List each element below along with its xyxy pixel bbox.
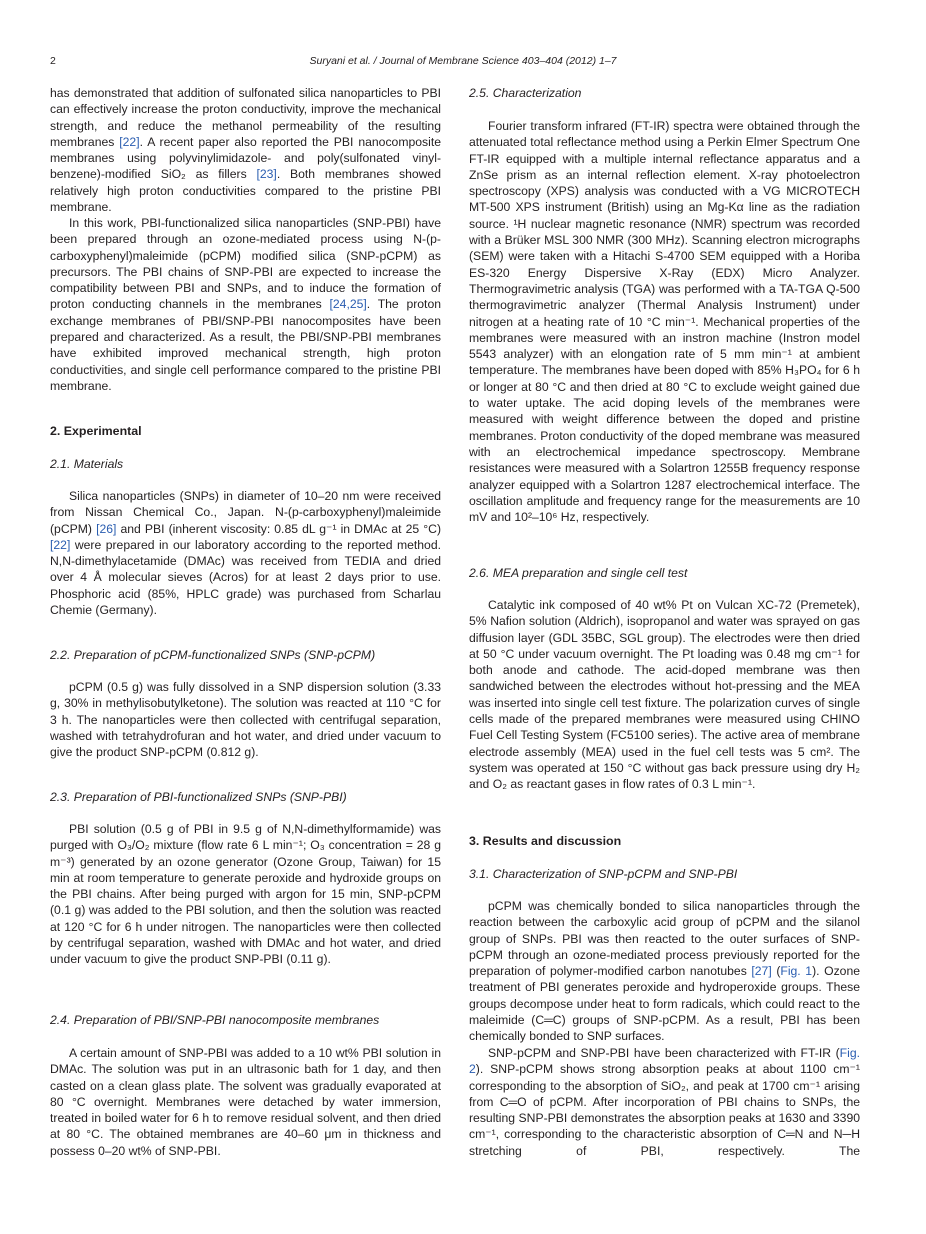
page-number: 2 bbox=[50, 55, 56, 67]
membranes-paragraph: A certain amount of SNP-PBI was added to a 10 wt% PBI solution in DMAc. The solution was put in an ultrasonic bath for 1 day, and then casted on a clean glass plate. The solvent was gradually evaporated at 80 °C overnight. Membranes were detached by water immersion, treated in boiled water for 6 h to remove residual solvent, and then dried at 80 °C. The obtained membranes are 40–60 μm in thickness and possess 0–20 wt% of SNP-PBI. bbox=[50, 1046, 441, 1158]
subsection-heading-snp-pcpm: 2.2. Preparation of pCPM-functionalized SNPs (SNP-pCPM) bbox=[50, 648, 376, 662]
subsection-heading-mea: 2.6. MEA preparation and single cell test bbox=[469, 566, 688, 580]
citation-link[interactable]: [27] bbox=[751, 964, 772, 979]
subsection-heading-characterization: 2.5. Characterization bbox=[469, 86, 582, 100]
results-paragraph-1: pCPM was chemically bonded to silica nanoparticles through the reaction between the carboxylic acid group of pCPM and the silanol group of SNPs. PBI was then reacted to the outer surfaces of SNP-pCPM through an ozone-mediated process previously reported for the preparation of polymer-modified carbon nanotubes [27] (Fig. 1). Ozone treatment of PBI generates peroxide and hydroperoxide groups. These groups decompose under heat to form radicals, which could react to the maleimide (C═C) groups of SNP-pCPM. As a result, PBI has been chemically bonded to SNP surfaces. bbox=[469, 899, 860, 1044]
figure-link[interactable]: Fig. 1 bbox=[780, 964, 813, 979]
subsection-heading-materials: 2.1. Materials bbox=[50, 457, 124, 471]
results-paragraph-2: SNP-pCPM and SNP-PBI have been characterized with FT-IR (Fig. 2). SNP-pCPM shows strong absorption peaks at about 1100 cm⁻¹ corresponding to the absorption of SiO₂, and peak at 1700 cm⁻¹ arising from C═O of pCPM. After incorporation of PBI chains to SNPs, the resulting SNP-PBI demonstrates the absorption peaks at 1630 and 3390 cm⁻¹, corresponding to the characteristic absorption of C═N and N─H stretching of PBI, respectively. The bbox=[469, 1046, 860, 1158]
citation-link[interactable]: [24,25] bbox=[329, 297, 367, 312]
running-head: Suryani et al. / Journal of Membrane Science 403–404 (2012) 1–7 bbox=[309, 55, 617, 67]
citation-link[interactable]: [23] bbox=[256, 167, 277, 182]
subsection-heading-snp-pbi: 2.3. Preparation of PBI-functionalized SNPs (SNP-PBI) bbox=[50, 790, 347, 804]
figure-link[interactable]: Fig. 2 bbox=[469, 1046, 860, 1077]
section-heading-experimental: 2. Experimental bbox=[50, 424, 142, 438]
intro-paragraph: In this work, PBI-functionalized silica nanoparticles (SNP-PBI) have been prepared through an ozone-mediated process using N-(p-carboxyphenyl)maleimide (pCPM) modified silica (SNP-pCPM) as precursors. The PBI chains of SNP-PBI are expected to increase the compatibility between PBI and SNPs, and to induce the formation of proton conducting channels in the membranes [24,25]. The proton exchange membranes of PBI/SNP-PBI nanocomposites have been prepared and characterized. As a result, the PBI/SNP-PBI membranes have exhibited improved mechanical strength, high proton conductivities, and single cell performance compared to the pristine PBI membrane. bbox=[50, 216, 441, 393]
citation-link[interactable]: [22] bbox=[50, 537, 71, 552]
mea-paragraph: Catalytic ink composed of 40 wt% Pt on Vulcan XC-72 (Premetek), 5% Nafion solution (Aldrich), isopropanol and water was sprayed on gas diffusion layer (GDL 35BC, SGL group). The electrodes were then dried at 50 °C under vacuum overnight. The Pt loading was 0.48 mg cm⁻¹ for both anode and cathode. The acid-doped membrane was then sandwiched between the electrodes without hot-pressing and the MEA was inserted into single cell test fixture. The polarization curves of single cells made of the prepared membranes were measured using CHINO Fuel Cell Testing System (FC5100 series). The active area of membrane electrode assembly (MEA) used in the fuel cell tests was 5 cm². The system was operated at 150 °C without gas back pressure using dry H₂ and O₂ as reactant gases in flow rates of 0.3 L min⁻¹. bbox=[469, 598, 860, 792]
citation-link[interactable]: [26] bbox=[96, 521, 117, 536]
subsection-heading-characterization-snp: 3.1. Characterization of SNP-pCPM and SNP-PBI bbox=[469, 867, 738, 881]
snp-pbi-paragraph: PBI solution (0.5 g of PBI in 9.5 g of N,N-dimethylformamide) was purged with O₃/O₂ mixture (flow rate 6 L min⁻¹; O₃ concentration = 28 g m⁻³) generated by an ozone generator (Ozone Group, Taiwan) for 15 min at room temperature to generate peroxide and hydroxide groups on the PBI chains. After being purged with argon for 15 min, SNP-pCPM (0.1 g) was added to the PBI solution, and then the solution was reacted at 120 °C for 6 h under nitrogen. The nanoparticles were then collected by centrifugal separation, washed with DMAc and hot water, and dried under vacuum to give the product SNP-PBI (0.11 g). bbox=[50, 822, 441, 967]
citation-link[interactable]: [22] bbox=[119, 134, 140, 149]
materials-paragraph: Silica nanoparticles (SNPs) in diameter of 10–20 nm were received from Nissan Chemical Co., Japan. N-(p-carboxyphenyl)maleimide (pCPM) [26] and PBI (inherent viscosity: 0.85 dL g⁻¹ in DMAc at 25 °C) [22] were prepared in our laboratory according to the reported method. N,N-dimethylacetamide (DMAc) was received from TEDIA and dried over 4 Å molecular sieves (Acros) for at least 2 days prior to use. Phosphoric acid (85%, HPLC grade) was purchased from Scharlau Chemie (Germany). bbox=[50, 489, 441, 618]
characterization-paragraph: Fourier transform infrared (FT-IR) spectra were obtained through the attenuated total reflectance method using a Perkin Elmer Spectrum One FT-IR equipped with a multiple internal reflectance apparatus and a ZnSe prism as an internal reflection element. X-ray photoelectron spectroscopy (XPS) analysis was conducted with a VG MICROTECH MT-500 XPS instrument (British) using an Mg-Kα line as the radiation source. ¹H nuclear magnetic resonance (NMR) spectrum was recorded with a Brüker MSL 300 NMR (300 MHz). Scanning electron micrographs (SEM) were taken with a Hitachi S-4700 SEM equipped with a Horiba ES-320 Energy Dispersive X-Ray (EDX) Micro Analyzer. Thermogravimetric analysis (TGA) was performed with a TA-TGA Q-500 thermogravimetric analyzer (Thermal Analysis Instrument) under nitrogen at a heating rate of 10 °C min⁻¹. Mechanical properties of the membranes were measured with an instron machine (Instron model 5543 analyzer) with an elongation rate of 5 mm min⁻¹ at ambient temperature. The membranes have been doped with 85% H₃PO₄ for 6 h or longer at 80 °C and then dried at 80 °C to exclude weight gained due to water uptake. The acid doping levels of the membranes were measured with weight difference between the doped and pristine membranes. Proton conductivity of the doped membrane was measured with an electrochemical impedance spectroscopy. Membrane resistances were measured with a Solartron 1255B frequency response analyzer equipped with a Solartron 1287 electrochemical interface. The oscillation amplitude and frequency range for the measurements are 10 mV and 10²–10⁶ Hz, respectively. bbox=[469, 119, 860, 525]
section-heading-results: 3. Results and discussion bbox=[469, 834, 622, 848]
snp-pcpm-paragraph: pCPM (0.5 g) was fully dissolved in a SNP dispersion solution (3.33 g, 30% in methylisobutylketone). The solution was reacted at 110 °C for 3 h. The nanoparticles were then collected with centrifugal separation, washed with tetrahydrofuran and hot water, and dried under vacuum to give the product SNP-pCPM (0.812 g). bbox=[50, 680, 441, 760]
subsection-heading-membranes: 2.4. Preparation of PBI/SNP-PBI nanocomposite membranes bbox=[50, 1013, 380, 1027]
intro-paragraph-continued: has demonstrated that addition of sulfonated silica nanoparticles to PBI can effectively increase the proton conductivity, improve the mechanical strength, and reduce the methanol permeability of the resulting membranes [22]. A recent paper also reported the PBI nanocomposite membranes using polyvinylimidazole- and poly(sulfonated vinyl-benzene)-modified SiO₂ as fillers [23]. Both membranes showed relatively high proton conductivities compared to the pristine PBI membrane. bbox=[50, 86, 441, 215]
